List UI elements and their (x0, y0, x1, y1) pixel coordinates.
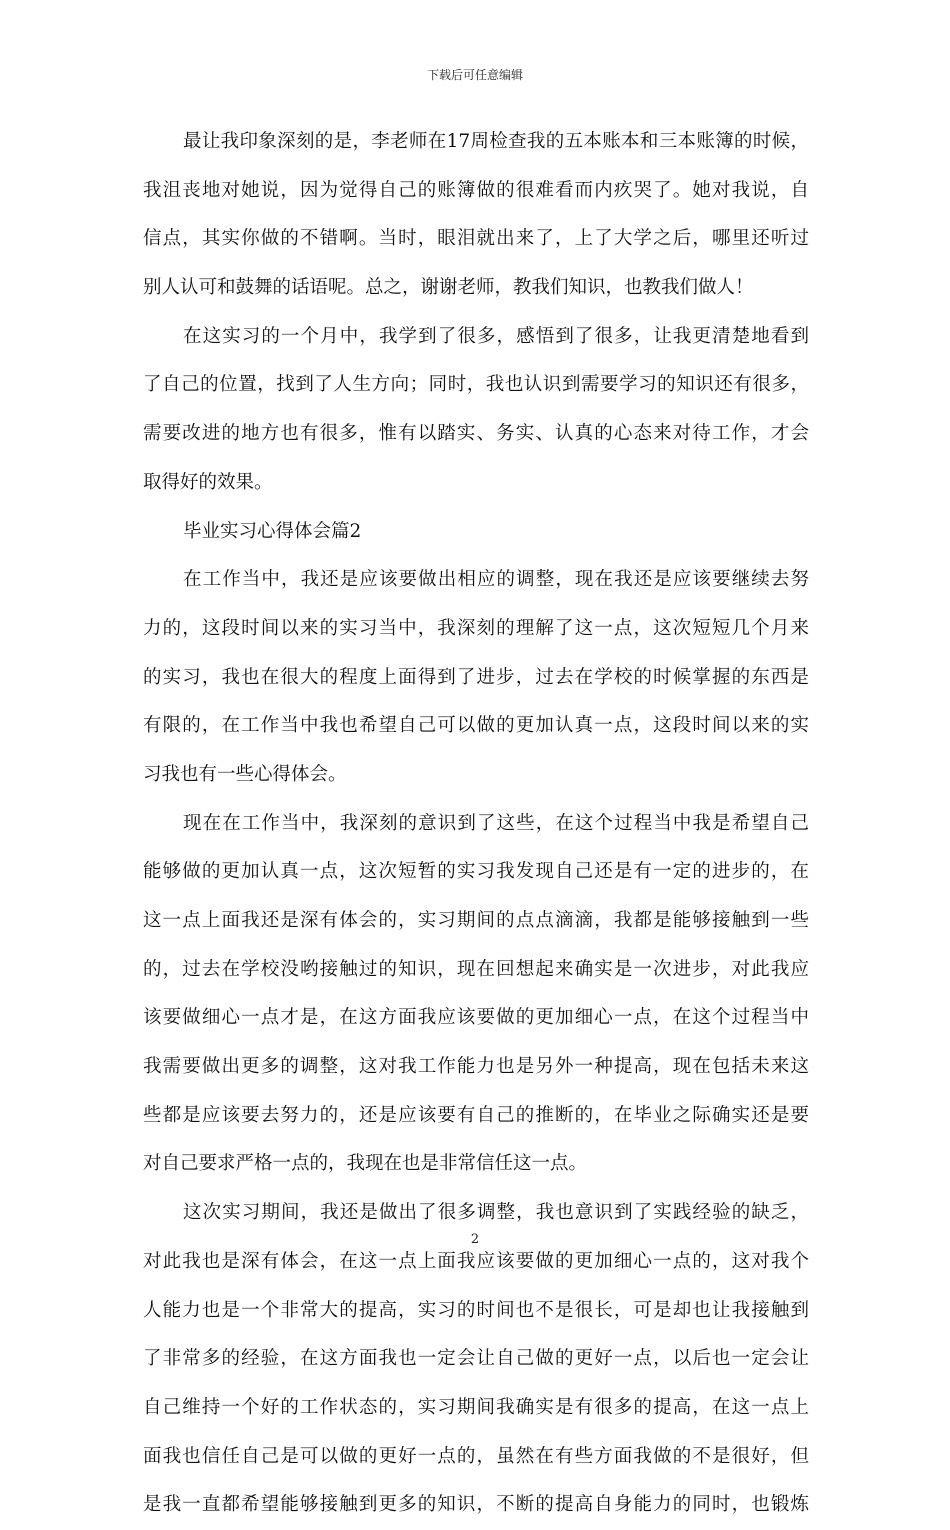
text-line: 在工作当中，我还是应该要做出相应的调整，现在我还是应该要继续去努 (183, 569, 809, 591)
text-line: 信点，其实你做的不错啊。当时，眼泪就出来了，上了大学之后，哪里还听过 (143, 228, 809, 250)
page-header: 下载后可任意编辑 (426, 68, 523, 82)
text-line: 自己维持一个好的工作状态的，实习期间我确实是有很多的提高，在这一点上 (143, 1396, 809, 1418)
text-line: 面我也信任自己是可以做的更好一点的，虽然在有些方面我做的不是很好，但 (143, 1445, 809, 1467)
text-line: 我需要做出更多的调整，这对我工作能力也是另外一种提高，现在包括未来这 (143, 1056, 809, 1078)
text-line: 该要做细心一点才是，在这方面我应该要做的更加细心一点，在这个过程当中 (143, 1007, 809, 1029)
text-line: 这一点上面我还是深有体会的，实习期间的点点滴滴，我都是能够接触到一些 (143, 910, 809, 931)
text-line: 力的，这段时间以来的实习当中，我深刻的理解了这一点，这次短短几个月来 (143, 617, 809, 639)
text-line: 能够做的更加认真一点，这次短暂的实习我发现自己还是有一定的进步的，在 (143, 861, 809, 883)
text-line: 了非常多的经验，在这方面我也一定会让自己做的更好一点，以后也一定会让 (143, 1348, 809, 1370)
section-heading: 毕业实习心得体会篇2 (183, 520, 362, 542)
text-line: 对自己要求严格一点的，我现在也是非常信任这一点。 (143, 1153, 588, 1175)
text-line: 我沮丧地对她说，因为觉得自己的账簿做的很难看而内疚哭了。她对我说，自 (143, 179, 809, 201)
text-line: 最让我印象深刻的是，李老师在17周检查我的五本账本和三本账簿的时候， (183, 131, 809, 152)
text-line: 的，过去在学校没哟接触过的知识，现在回想起来确实是一次进步，对此我应 (143, 958, 809, 980)
text-line: 需要改进的地方也有很多，惟有以踏实、务实、认真的心态来对待工作，才会 (143, 423, 809, 445)
document-body (143, 118, 809, 1530)
text-line: 有限的，在工作当中我也希望自己可以做的更加认真一点，这段时间以来的实 (143, 715, 809, 737)
text-line: 别人认可和鼓舞的话语呢。总之，谢谢老师，教我们知识，也教我们做人！ (143, 277, 754, 299)
page-number: 2 (470, 1232, 480, 1247)
text-line: 的实习，我也在很大的程度上面得到了进步，过去在学校的时候掌握的东西是 (143, 666, 809, 688)
text-line: 现在在工作当中，我深刻的意识到了这些，在这个过程当中我是希望自己 (183, 812, 809, 834)
text-line: 人能力也是一个非常大的提高，实习的时间也不是很长，可是却也让我接触到 (143, 1299, 809, 1321)
text-line: 取得好的效果。 (143, 471, 273, 493)
text-line: 这次实习期间，我还是做出了很多调整，我也意识到了实践经验的缺乏， (183, 1202, 809, 1224)
text-line: 在这实习的一个月中，我学到了很多，感悟到了很多，让我更清楚地看到 (183, 325, 809, 347)
text-line: 些都是应该要去努力的，还是应该要有自己的推断的，在毕业之际确实还是要 (143, 1104, 809, 1126)
text-line: 是我一直都希望能够接触到更多的知识，不断的提高自身能力的同时，也锻炼 (143, 1494, 809, 1516)
text-line: 了自己的位置，找到了人生方向；同时，我也认识到需要学习的知识还有很多， (143, 374, 809, 396)
text-line: 对此我也是深有体会，在这一点上面我应该要做的更加细心一点的，这对我个 (143, 1250, 809, 1272)
text-line: 习我也有一些心得体会。 (143, 763, 347, 785)
